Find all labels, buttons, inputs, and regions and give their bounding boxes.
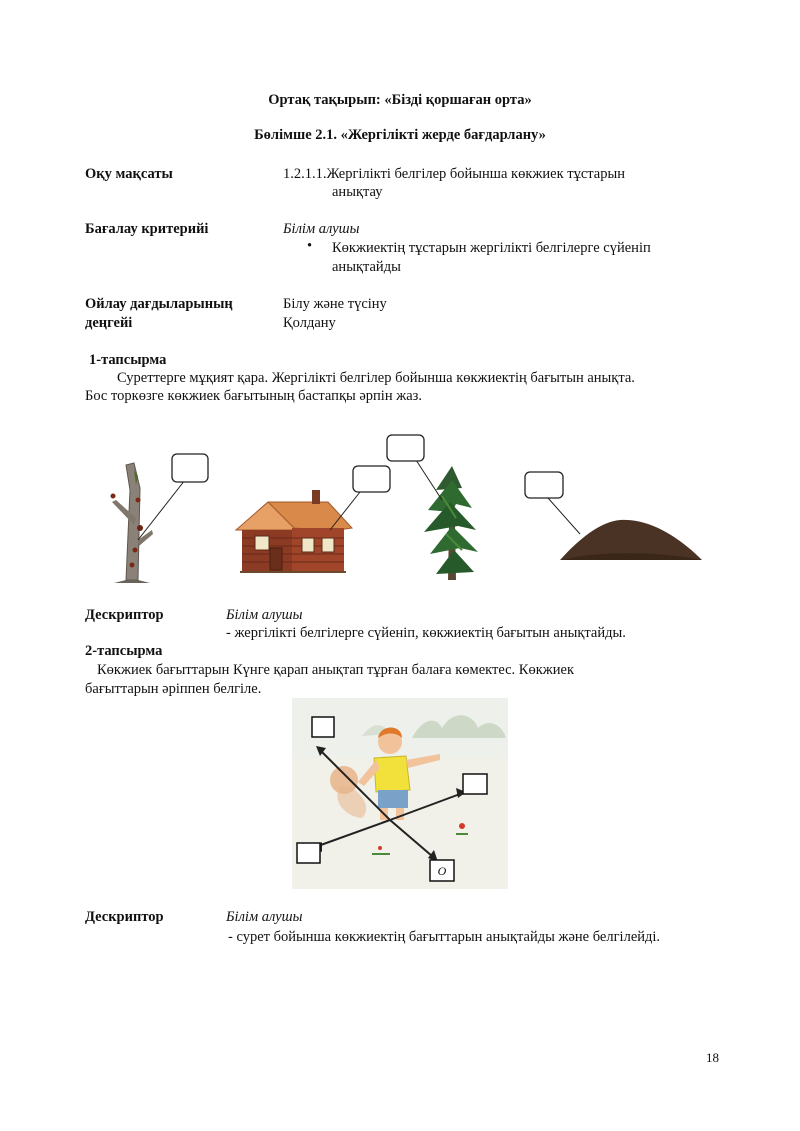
task1-text-line2: Бос торкөзге көкжиек бағытының бастапқы әрпін жаз. xyxy=(85,388,423,404)
boy-sun-scene-image xyxy=(292,698,508,889)
goal-label: Оқу мақсаты xyxy=(85,166,173,182)
fir-tree-image xyxy=(424,466,478,580)
page-number: 18 xyxy=(706,1050,719,1065)
answer-box-4[interactable] xyxy=(525,472,563,498)
task1-descriptor-intro: Білім алушы xyxy=(226,607,303,623)
page-subsection: Бөлімше 2.1. «Жергілікті жерде бағдарлану» xyxy=(254,127,546,143)
scene-box-letter: О xyxy=(437,864,447,878)
task1-text-line1: Суреттерге мұқият қара. Жергілікті белгілер бойынша көкжиектің бағытын анықта. xyxy=(117,370,635,386)
task2-text-line2: бағыттарын әріппен белгіле. xyxy=(85,681,262,697)
scene-answer-box-sw[interactable] xyxy=(297,843,320,863)
task1-descriptor-text: - жергілікті белгілерге сүйеніп, көкжиектің бағытын анықтайды. xyxy=(226,625,626,641)
task1-landmarks-figure xyxy=(90,430,720,590)
scene-answer-box-e[interactable] xyxy=(463,774,487,794)
level-label-line2: деңгейі xyxy=(85,315,133,331)
criteria-bullet-line2: анықтайды xyxy=(332,259,401,275)
level-label-line1: Ойлау дағдыларының xyxy=(85,296,233,312)
task2-descriptor-text: - сурет бойынша көкжиектің бағыттарын анықтайды және белгілейді. xyxy=(228,929,661,945)
answer-box-3[interactable] xyxy=(387,435,424,461)
criteria-label: Бағалау критерийі xyxy=(85,221,209,237)
scene-answer-box-nw[interactable] xyxy=(312,717,334,737)
task2-descriptor-label: Дескриптор xyxy=(85,909,164,925)
bullet-icon: • xyxy=(307,238,313,254)
task2-title: 2-тапсырма xyxy=(85,643,163,659)
task1-descriptor-label: Дескриптор xyxy=(85,607,164,623)
task2-text-line1: Көкжиек бағыттарын Күнге қарап анықтап тұрған балаға көмектес. Көкжиек xyxy=(97,662,575,678)
task2-descriptor-intro: Білім алушы xyxy=(226,909,303,925)
page-topic: Ортақ тақырып: «Бізді қоршаған орта» xyxy=(268,92,532,108)
level-value2: Қолдану xyxy=(283,315,336,331)
house-image xyxy=(236,490,352,572)
level-value1: Білу және түсіну xyxy=(283,296,387,312)
answer-box-1[interactable] xyxy=(172,454,208,482)
goal-line1: 1.2.1.1.Жергілікті белгілер бойынша көкжиек тұстарын xyxy=(283,166,625,182)
tree-trunk-image xyxy=(111,463,154,583)
goal-line2: анықтау xyxy=(332,184,383,200)
criteria-bullet-line1: Көкжиектің тұстарын жергілікті белгілерге сүйеніп xyxy=(332,240,651,256)
criteria-intro: Білім алушы xyxy=(283,221,360,237)
ant-hill-image xyxy=(560,520,702,560)
task1-title: 1-тапсырма xyxy=(89,352,167,368)
answer-box-2[interactable] xyxy=(353,466,390,492)
